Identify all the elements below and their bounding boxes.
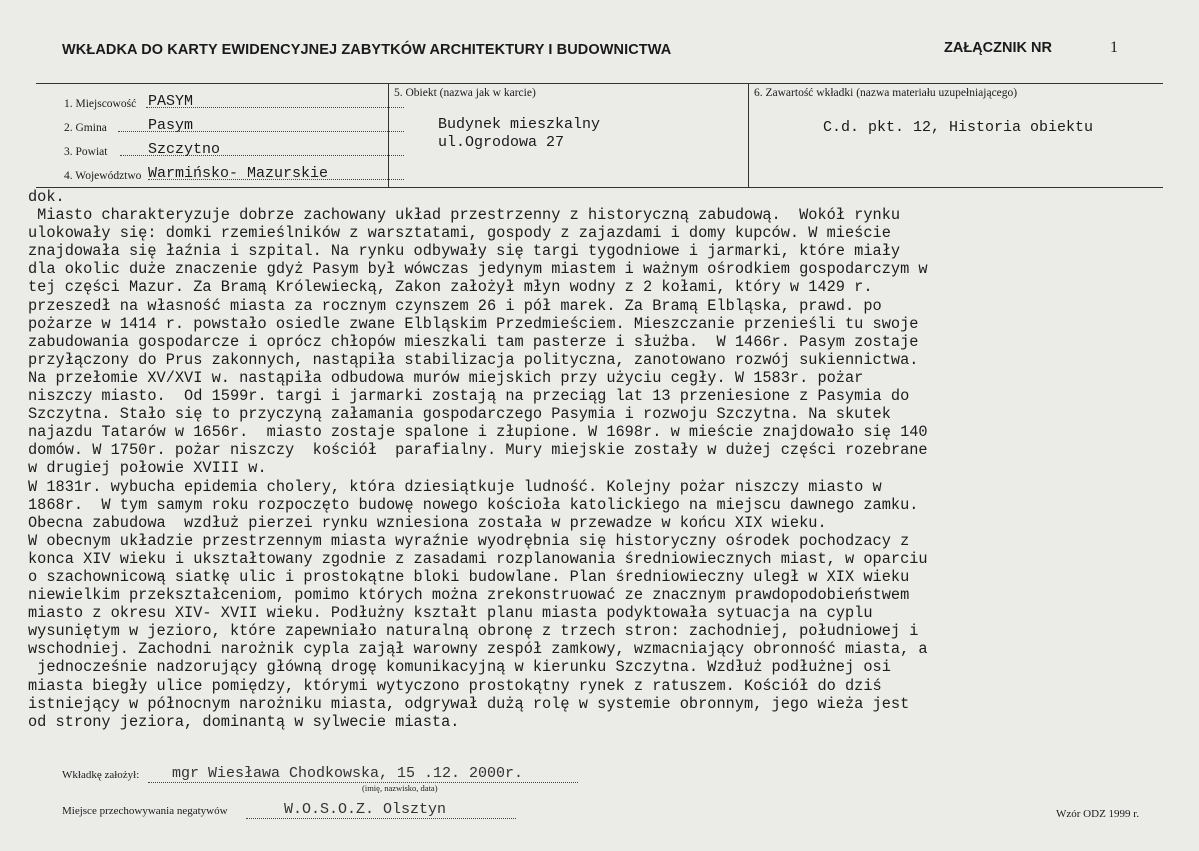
text-line: W obecnym układzie przestrzennym miasta wyraźnie wyodrębnia się historyczny ośrodek pochodzacy z [28,531,910,550]
text-line: przyłączony do Prus zakonnych, nastąpiła stabilizacja polityczna, zanotowano rozwój sukiennictwa. [28,350,919,369]
text-line: domów. W 1750r. pożar niszczy kościół parafialny. Mury miejskie zostały w dużej części rozebrane [28,441,928,460]
text-line: ulokowały się: domki rzemieślników z warsztatami, gospody z zajazdami i domy kupców. W mieście [28,224,891,243]
text-line: pożarze w 1414 r. powstało osiedle zwane Elbląskim Przedmieściem. Mieszczanie przenieśli tu swoje [28,314,919,333]
text-line: wysuniętym w jezioro, które zapewniało naturalną obronę z trzech stron: zachodniej, południowej i [28,622,919,641]
text-line: w drugiej połowie XVIII w. [28,459,267,478]
text-line: Obecna zabudowa wzdłuż pierzei rynku wzniesiona została w przewadze w końcu XIX wieku. [28,513,827,532]
object-line-2: ul.Ogrodowa 27 [438,134,565,151]
text-line: tej części Mazur. Za Bramą Królewiecką, Zakon założył młyn wodny z 2 kołami, który w 1429 r. [28,278,873,297]
object-value [438,116,600,152]
text-line: zabudowania gospodarcze i oprócz chłopów mieszkali tam pasterze i służba. W 1466r. Pasym zostaje [28,332,919,351]
text-line: dok. [28,188,65,206]
header-fields-box [36,83,1163,188]
gmina-label: 2. Gmina [64,122,107,134]
text-line: Miasto charakteryzuje dobrze zachowany układ przestrzenny z historyczną zabudową. Wokół rynku [28,206,901,225]
contents-value: C.d. pkt. 12, Historia obiektu [823,119,1094,136]
wojewodztwo-value: Warmińsko- Mazurskie [148,165,329,182]
annex-number: 1 [1110,39,1118,56]
annex-label: ZAŁĄCZNIK NR [944,40,1052,56]
miejscowosc-value: PASYM [148,93,194,110]
powiat-label: 3. Powiat [64,146,108,158]
text-line: przeszedł na własność miasta za rocznym czynszem 26 i pół marek. Za Bramą Elbląska, prawd. po [28,296,882,315]
text-line: miasto z okresu XIV- XVII wieku. Podłużny kształt planu miasta podyktowała sytuacja na cyplu [28,604,873,623]
miejscowosc-label: 1. Miejscowość [64,98,137,110]
negatives-label: Miejsce przechowywania negatywów [62,805,228,817]
text-line: Szczytna. Stało się to przyczyną załamania gospodarczego Pasymia i rozwoju Szczytna. Na skutek [28,405,891,424]
form-title: WKŁADKA DO KARTY EWIDENCYJNEJ ZABYTKÓW ARCHITEKTURY I BUDOWNICTWA [62,42,672,58]
text-line: konca XIV wieku i ukształtowany zgodnie z zasadami rozplanowania średniowiecznych miast, w oparciu [28,549,928,568]
text-line: jednocześnie nadzorujący główną drogę komunikacyjną w kierunku Szczytna. Wzdłuż podłużnej osi [28,658,891,677]
text-line: 1868r. W tym samym roku rozpoczęto budowę nowego kościoła katolickiego na miejscu dawnego zamku. [28,495,919,514]
powiat-value: Szczytno [148,141,221,158]
text-line: W 1831r. wybucha epidemia cholery, która dziesiątkuje ludność. Kolejny pożar niszczy miasto w [28,477,882,496]
object-label: 5. Obiekt (nazwa jak w karcie) [394,87,536,99]
field-gmina [64,115,414,135]
author-sublabel: (imię, nazwisko, data) [362,783,438,793]
wojewodztwo-label: 4. Województwo [64,170,142,182]
text-line: istniejący w północnym narożniku miasta, odgrywał dużą rolę w systemie obronnym, jego wieża jest [28,694,910,713]
field-powiat [64,139,414,159]
text-line: najazdu Tatarów w 1656r. miasto zostaje spalone i złupione. W 1698r. w mieście znajdowało się 140 [28,423,928,442]
author-label: Wkładkę założył: [62,769,140,781]
text-line: Na przełomie XV/XVI w. nastąpiła odbudowa murów miejskich przy użyciu cegły. W 1583r. pożar [28,368,864,387]
text-line: miasta biegły ulice pomiędzy, którymi wytyczono prostokątny rynek z ratuszem. Kościół do dziś [28,676,882,695]
dotted-line [246,818,516,819]
column-divider [748,84,749,187]
field-wojewodztwo [64,163,414,183]
text-line: dla okolic duże znaczenie gdyż Pasym był wówczas jedynym miastem i ważnym ośrodkiem gospodarczym w [28,260,928,279]
object-line-1: Budynek mieszkalny [438,116,601,133]
text-line: od strony jeziora, dominantą w sylwecie miasta. [28,712,460,731]
field-miejscowosc [64,91,414,111]
text-line: wschodniej. Zachodni narożnik cypla zajął warowny zespół zamkowy, wzmacniający obronność miasta, a [28,640,928,659]
text-line: znajdowała się łaźnia i szpital. Na rynku odbywały się targi tygodniowe i jarmarki, które miały [28,242,901,261]
text-line: o szachownicową siatkę ulic i prostokątne bloki budowlane. Plan średniowieczny uległ w XIX wieku [28,567,910,586]
form-model: Wzór ODZ 1999 r. [1056,808,1140,820]
text-line: niewielkim przekształceniom, pomimo których można zrekonstruować ze znacznym prawdopodobieństwem [28,586,910,605]
gmina-value: Pasym [148,117,194,134]
text-line: niszczy miasto. Od 1599r. targi i jarmarki zostają na przeciąg lat 13 przeniesione z Pasymia do [28,387,910,406]
contents-label: 6. Zawartość wkładki (nazwa materiału uzupełniającego) [754,87,1018,99]
history-text [28,188,928,731]
author-value: mgr Wiesława Chodkowska, 15 .12. 2000r. [172,765,524,782]
negatives-value: W.O.S.O.Z. Olsztyn [284,801,447,818]
